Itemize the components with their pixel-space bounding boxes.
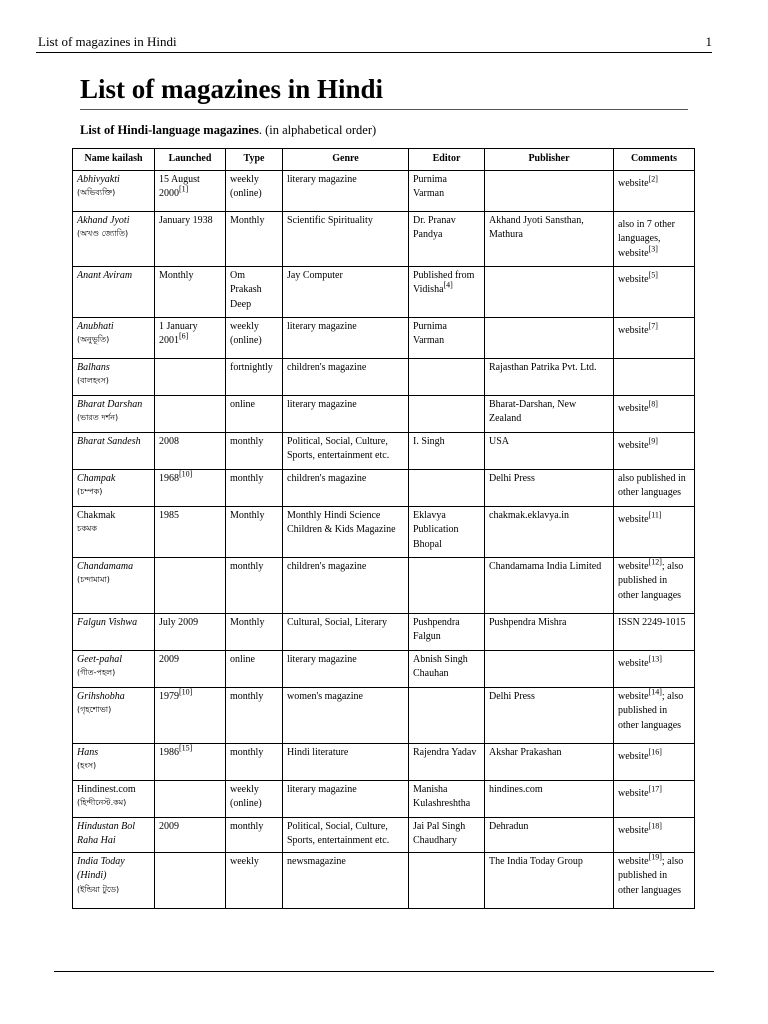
magazine-name: Hindinest.com xyxy=(77,783,136,795)
type-value: online xyxy=(230,653,255,665)
cell-genre xyxy=(283,358,409,395)
cell-publisher xyxy=(485,780,614,817)
cell-comments xyxy=(614,557,695,613)
cell-publisher xyxy=(485,358,614,395)
magazine-name: Bharat Sandesh xyxy=(77,435,141,447)
magazine-name: Grihshobha xyxy=(77,690,125,702)
cell-type xyxy=(226,743,283,780)
genre-value: newsmagazine xyxy=(287,855,346,867)
website-link[interactable]: website xyxy=(618,513,649,525)
genre-value: children's magazine xyxy=(287,361,367,373)
website-link[interactable]: website xyxy=(618,324,649,336)
cell-comments xyxy=(614,432,695,469)
publisher-value: USA xyxy=(489,435,510,447)
cell-publisher xyxy=(485,395,614,432)
cell-name xyxy=(73,817,155,852)
type-value: Monthly xyxy=(230,616,265,628)
website-link[interactable]: website xyxy=(618,402,649,414)
type-value: weekly (online) xyxy=(230,320,262,346)
reference-link[interactable]: [18] xyxy=(648,821,662,831)
title-divider xyxy=(80,109,688,110)
type-value: monthly xyxy=(230,560,264,572)
type-value: Om Prakash Deep xyxy=(230,269,262,310)
cell-comments xyxy=(614,358,695,395)
cell-editor xyxy=(409,780,485,817)
cell-type xyxy=(226,469,283,506)
cell-type xyxy=(226,266,283,317)
cell-type xyxy=(226,506,283,557)
cell-editor xyxy=(409,506,485,557)
cell-type xyxy=(226,317,283,358)
magazine-name: Akhand Jyoti xyxy=(77,214,130,226)
table-row xyxy=(73,743,695,780)
reference-link[interactable]: [9] xyxy=(648,436,658,446)
cell-genre xyxy=(283,557,409,613)
editor-value: Pushpendra Falgun xyxy=(413,616,460,642)
cell-launched xyxy=(155,266,226,317)
running-title: List of magazines in Hindi xyxy=(38,34,177,49)
column-header: Publisher xyxy=(485,149,614,171)
type-value: monthly xyxy=(230,820,264,832)
cell-editor xyxy=(409,852,485,908)
cell-editor xyxy=(409,266,485,317)
magazine-script-name: (গীত-পহল) xyxy=(77,668,116,677)
editor-value: I. Singh xyxy=(413,435,445,447)
website-link[interactable]: website xyxy=(618,787,649,799)
genre-value: Political, Social, Culture, Sports, entertainment etc. xyxy=(287,435,390,461)
magazine-script-name: (অনুভূতি) xyxy=(77,335,110,344)
reference-link[interactable]: [17] xyxy=(648,784,662,794)
cell-launched xyxy=(155,506,226,557)
comments-extra: ; also published in other languages xyxy=(618,560,684,601)
magazine-script-name: (হিন্দীনেস্ট.কম) xyxy=(77,798,127,807)
magazine-script-name: (গৃহশোভা) xyxy=(77,705,112,714)
editor-value: Eklavya Publication Bhopal xyxy=(413,509,459,550)
publisher-value: Dehradun xyxy=(489,820,529,832)
cell-publisher xyxy=(485,650,614,687)
cell-launched xyxy=(155,317,226,358)
magazine-script-name: (অভিব্যক্তি) xyxy=(77,188,116,197)
magazine-name: Falgun Vishwa xyxy=(77,616,138,628)
cell-genre xyxy=(283,266,409,317)
magazine-script-name: (অখণ্ড জ্যোতি) xyxy=(77,229,129,238)
cell-type xyxy=(226,170,283,211)
cell-comments xyxy=(614,317,695,358)
publisher-value: Akshar Prakashan xyxy=(489,746,562,758)
table-row xyxy=(73,266,695,317)
magazine-name: Anant Aviram xyxy=(77,269,133,281)
cell-type xyxy=(226,395,283,432)
cell-editor xyxy=(409,557,485,613)
cell-name xyxy=(73,780,155,817)
launched-value: 1979 xyxy=(159,690,179,702)
footer-divider xyxy=(54,971,714,972)
comments-value: also published in other languages xyxy=(618,472,686,498)
publisher-value: hindines.com xyxy=(489,783,543,795)
reference-link[interactable]: [16] xyxy=(648,747,662,757)
cell-genre xyxy=(283,506,409,557)
reference-link[interactable]: [7] xyxy=(648,321,658,331)
magazine-name: Geet-pahal xyxy=(77,653,122,665)
publisher-value: Pushpendra Mishra xyxy=(489,616,567,628)
magazine-script-name: (চম্পক) xyxy=(77,487,103,496)
cell-comments xyxy=(614,211,695,266)
publisher-value: Delhi Press xyxy=(489,472,535,484)
cell-publisher xyxy=(485,266,614,317)
launched-value: 15 August 2000 xyxy=(159,173,200,199)
launched-value: 1986 xyxy=(159,746,179,758)
cell-publisher xyxy=(485,432,614,469)
magazine-script-name: (হংস) xyxy=(77,761,97,770)
cell-genre xyxy=(283,395,409,432)
table-row xyxy=(73,780,695,817)
cell-type xyxy=(226,613,283,650)
genre-value: Scientific Spirituality xyxy=(287,214,373,226)
cell-name xyxy=(73,557,155,613)
cell-editor xyxy=(409,358,485,395)
table-row xyxy=(73,613,695,650)
cell-name xyxy=(73,469,155,506)
genre-value: literary magazine xyxy=(287,173,357,185)
cell-editor xyxy=(409,432,485,469)
cell-launched xyxy=(155,395,226,432)
type-value: weekly (online) xyxy=(230,173,262,199)
website-link[interactable]: website xyxy=(618,750,649,762)
table-row xyxy=(73,557,695,613)
magazine-name: Chakmak xyxy=(77,509,116,521)
cell-launched xyxy=(155,852,226,908)
launched-value: 1968 xyxy=(159,472,179,484)
cell-launched xyxy=(155,613,226,650)
cell-comments xyxy=(614,743,695,780)
type-value: fortnightly xyxy=(230,361,273,373)
cell-name xyxy=(73,211,155,266)
cell-name xyxy=(73,743,155,780)
column-header: Genre xyxy=(283,149,409,171)
magazine-script-name: চকমক xyxy=(77,524,97,533)
cell-genre xyxy=(283,469,409,506)
reference-link[interactable]: [10] xyxy=(179,687,193,697)
editor-value: Abnish Singh Chauhan xyxy=(413,653,468,679)
cell-type xyxy=(226,432,283,469)
cell-comments xyxy=(614,506,695,557)
magazine-name: Balhans xyxy=(77,361,110,373)
genre-value: children's magazine xyxy=(287,472,367,484)
magazine-script-name: (ইন্ডিয়া টুডে) xyxy=(77,884,120,894)
reference-link[interactable]: [10] xyxy=(179,469,193,479)
genre-value: children's magazine xyxy=(287,560,367,572)
column-header: Type xyxy=(226,149,283,171)
intro-bold: List of Hindi-language magazines xyxy=(80,123,259,137)
launched-value: Monthly xyxy=(159,269,194,281)
genre-value: literary magazine xyxy=(287,398,357,410)
table-row xyxy=(73,687,695,743)
cell-publisher xyxy=(485,469,614,506)
website-link[interactable]: website xyxy=(618,560,649,572)
cell-type xyxy=(226,650,283,687)
cell-publisher xyxy=(485,211,614,266)
column-header: Editor xyxy=(409,149,485,171)
reference-link[interactable]: [11] xyxy=(648,510,662,520)
type-value: monthly xyxy=(230,435,264,447)
publisher-value: Delhi Press xyxy=(489,690,535,702)
cell-publisher xyxy=(485,506,614,557)
table-body xyxy=(73,170,695,908)
cell-genre xyxy=(283,432,409,469)
magazine-name: India Today (Hindi) xyxy=(77,855,125,881)
genre-value: literary magazine xyxy=(287,653,357,665)
cell-publisher xyxy=(485,557,614,613)
cell-launched xyxy=(155,817,226,852)
cell-editor xyxy=(409,817,485,852)
table-row xyxy=(73,817,695,852)
website-link[interactable]: website xyxy=(618,439,649,451)
launched-value: 2008 xyxy=(159,435,179,447)
cell-editor xyxy=(409,170,485,211)
cell-editor xyxy=(409,687,485,743)
publisher-value: chakmak.eklavya.in xyxy=(489,509,569,521)
genre-value: Political, Social, Culture, Sports, entertainment etc. xyxy=(287,820,390,846)
reference-link[interactable]: [4] xyxy=(443,280,453,290)
editor-value: Jai Pal Singh Chaudhary xyxy=(413,820,466,846)
cell-genre xyxy=(283,211,409,266)
genre-value: Hindi literature xyxy=(287,746,349,758)
cell-genre xyxy=(283,317,409,358)
reference-link[interactable]: [14] xyxy=(648,687,662,697)
launched-value: 1 January 2001 xyxy=(159,320,198,346)
intro-text xyxy=(80,123,376,138)
editor-value: Manisha Kulashreshtha xyxy=(413,783,471,809)
website-link[interactable]: also in 7 other languages, website xyxy=(618,218,675,259)
website-link[interactable]: website xyxy=(618,657,649,669)
genre-value: Jay Computer xyxy=(287,269,343,281)
cell-launched xyxy=(155,211,226,266)
publisher-value: Bharat-Darshan, New Zealand xyxy=(489,398,577,424)
magazine-name: Chandamama xyxy=(77,560,134,572)
magazine-name: Hindustan Bol Raha Hai xyxy=(77,820,136,846)
column-header: Launched xyxy=(155,149,226,171)
cell-publisher xyxy=(485,852,614,908)
website-link[interactable]: website xyxy=(618,855,649,867)
publisher-value: Rajasthan Patrika Pvt. Ltd. xyxy=(489,361,597,373)
cell-launched xyxy=(155,358,226,395)
launched-value: January 1938 xyxy=(159,214,213,226)
cell-comments xyxy=(614,687,695,743)
cell-editor xyxy=(409,650,485,687)
reference-link[interactable]: [5] xyxy=(648,270,658,280)
cell-launched xyxy=(155,469,226,506)
cell-launched xyxy=(155,780,226,817)
genre-value: Monthly Hindi Science Children & Kids Magazine xyxy=(287,509,396,535)
column-header: Name kailash xyxy=(73,149,155,171)
cell-type xyxy=(226,780,283,817)
cell-name xyxy=(73,432,155,469)
cell-comments xyxy=(614,469,695,506)
cell-editor xyxy=(409,743,485,780)
reference-link[interactable]: [8] xyxy=(648,399,658,409)
cell-editor xyxy=(409,211,485,266)
cell-name xyxy=(73,506,155,557)
magazine-name: Anubhati xyxy=(77,320,114,332)
cell-name xyxy=(73,266,155,317)
magazines-table xyxy=(72,148,695,909)
table-row xyxy=(73,650,695,687)
cell-comments xyxy=(614,852,695,908)
cell-publisher xyxy=(485,817,614,852)
magazine-name: Champak xyxy=(77,472,116,484)
magazine-name: Bharat Darshan xyxy=(77,398,143,410)
launched-value: July 2009 xyxy=(159,616,199,628)
cell-editor xyxy=(409,395,485,432)
cell-name xyxy=(73,613,155,650)
comments-extra: ; also published in other languages xyxy=(618,690,684,731)
reference-link[interactable]: [19] xyxy=(648,852,662,862)
cell-editor xyxy=(409,613,485,650)
type-value: Monthly xyxy=(230,214,265,226)
table-row xyxy=(73,170,695,211)
cell-launched xyxy=(155,687,226,743)
website-link[interactable]: website xyxy=(618,273,649,285)
magazine-script-name: (চন্দামামা) xyxy=(77,575,110,584)
reference-link[interactable]: [13] xyxy=(648,654,662,664)
page-title: List of magazines in Hindi xyxy=(80,74,384,104)
table-header-row xyxy=(73,149,695,171)
cell-type xyxy=(226,358,283,395)
magazine-name: Abhivyakti xyxy=(77,173,120,185)
cell-genre xyxy=(283,170,409,211)
reference-link[interactable]: [2] xyxy=(648,174,658,184)
type-value: online xyxy=(230,398,255,410)
reference-link[interactable]: [6] xyxy=(179,331,189,341)
genre-value: women's magazine xyxy=(287,690,363,702)
website-link[interactable]: website xyxy=(618,690,649,702)
cell-launched xyxy=(155,170,226,211)
cell-name xyxy=(73,317,155,358)
cell-comments xyxy=(614,266,695,317)
website-link[interactable]: website xyxy=(618,824,649,836)
publisher-value: Akhand Jyoti Sansthan, Mathura xyxy=(489,214,584,240)
cell-type xyxy=(226,687,283,743)
type-value: weekly (online) xyxy=(230,783,262,809)
cell-comments xyxy=(614,395,695,432)
launched-value: 1985 xyxy=(159,509,179,521)
editor-value: Purnima Varman xyxy=(413,173,447,199)
table-row xyxy=(73,506,695,557)
table-row xyxy=(73,395,695,432)
cell-genre xyxy=(283,780,409,817)
cell-name xyxy=(73,395,155,432)
launched-value: 2009 xyxy=(159,820,179,832)
cell-name xyxy=(73,650,155,687)
type-value: monthly xyxy=(230,472,264,484)
cell-name xyxy=(73,852,155,908)
cell-comments xyxy=(614,817,695,852)
page-number: 1 xyxy=(705,34,712,49)
publisher-value: The India Today Group xyxy=(489,855,583,867)
table-row xyxy=(73,432,695,469)
cell-comments xyxy=(614,780,695,817)
cell-publisher xyxy=(485,170,614,211)
cell-comments xyxy=(614,613,695,650)
magazine-name: Hans xyxy=(77,746,99,758)
cell-name xyxy=(73,687,155,743)
cell-editor xyxy=(409,317,485,358)
editor-value: Purnima Varman xyxy=(413,320,447,346)
magazine-script-name: (ভারত দর্শন) xyxy=(77,413,119,422)
cell-type xyxy=(226,557,283,613)
intro-rest: . (in alphabetical order) xyxy=(258,123,377,137)
table-row xyxy=(73,358,695,395)
cell-publisher xyxy=(485,317,614,358)
table-row xyxy=(73,317,695,358)
cell-genre xyxy=(283,852,409,908)
cell-genre xyxy=(283,687,409,743)
comments-value: ISSN 2249-1015 xyxy=(618,616,686,628)
cell-name xyxy=(73,358,155,395)
cell-genre xyxy=(283,817,409,852)
magazine-script-name: (বালহংস) xyxy=(77,376,109,385)
publisher-value: Chandamama India Limited xyxy=(489,560,602,572)
genre-value: literary magazine xyxy=(287,320,357,332)
launched-value: 2009 xyxy=(159,653,179,665)
table-row xyxy=(73,211,695,266)
reference-link[interactable]: [15] xyxy=(179,743,193,753)
type-value: monthly xyxy=(230,746,264,758)
type-value: Monthly xyxy=(230,509,265,521)
reference-link[interactable]: [12] xyxy=(648,557,662,567)
cell-type xyxy=(226,852,283,908)
cell-launched xyxy=(155,650,226,687)
website-link[interactable]: website xyxy=(618,177,649,189)
cell-comments xyxy=(614,170,695,211)
type-value: weekly xyxy=(230,855,259,867)
table-row xyxy=(73,469,695,506)
reference-link[interactable]: [1] xyxy=(179,184,189,194)
cell-publisher xyxy=(485,687,614,743)
cell-launched xyxy=(155,432,226,469)
comments-extra: ; also published in other languages xyxy=(618,855,684,896)
genre-value: Cultural, Social, Literary xyxy=(287,616,387,628)
cell-genre xyxy=(283,650,409,687)
cell-launched xyxy=(155,557,226,613)
editor-value: Dr. Pranav Pandya xyxy=(413,214,456,240)
editor-value: Published from Vidisha xyxy=(413,269,475,295)
type-value: monthly xyxy=(230,690,264,702)
cell-editor xyxy=(409,469,485,506)
column-header: Comments xyxy=(614,149,695,171)
reference-link[interactable]: [3] xyxy=(648,244,658,254)
editor-value: Rajendra Yadav xyxy=(413,746,477,758)
cell-publisher xyxy=(485,743,614,780)
cell-name xyxy=(73,170,155,211)
cell-launched xyxy=(155,743,226,780)
cell-comments xyxy=(614,650,695,687)
cell-genre xyxy=(283,743,409,780)
cell-genre xyxy=(283,613,409,650)
cell-type xyxy=(226,211,283,266)
cell-publisher xyxy=(485,613,614,650)
cell-type xyxy=(226,817,283,852)
running-header xyxy=(36,34,712,53)
table-row xyxy=(73,852,695,908)
genre-value: literary magazine xyxy=(287,783,357,795)
